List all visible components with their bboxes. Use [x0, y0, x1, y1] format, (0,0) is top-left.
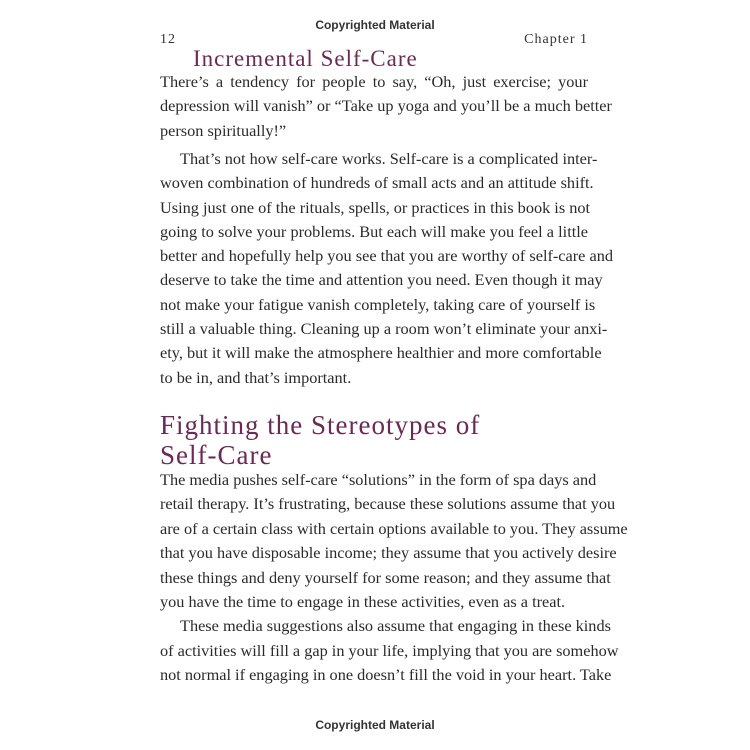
- body-text-line: still a valuable thing. Cleaning up a room won’t eliminate your anxi-: [160, 319, 608, 338]
- body-text-line: Using just one of the rituals, spells, or practices in this book is not: [160, 197, 591, 217]
- body-text-line: retail therapy. It’s frustrating, because these solutions assume that you: [160, 494, 616, 514]
- body-text-line: not normal if engaging in one doesn’t fill the void in your heart. Take: [160, 665, 612, 685]
- body-text-line: woven combination of hundreds of small acts and an attitude shift.: [160, 173, 594, 193]
- body-text-line: going to solve your problems. But each will make you feel a little: [160, 221, 588, 241]
- copyright-watermark-top: Copyrighted Material: [315, 18, 435, 32]
- body-text-line: There’s a tendency for people to say, “Oh, just exercise; your: [160, 72, 588, 91]
- body-text-line: deserve to take the time and attention you need. Even though it may: [160, 270, 603, 290]
- body-text-line: are of a certain class with certain options available to you. They assume: [160, 518, 628, 538]
- body-text-line: that you have disposable income; they assume that you actively desire: [160, 543, 617, 563]
- copyright-watermark-bottom: Copyrighted Material: [315, 718, 435, 732]
- body-text-line: these things and deny yourself for some reason; and they assume that: [160, 567, 611, 587]
- section-heading: Fighting the Stereotypes of: [160, 410, 481, 440]
- body-text-line: of activities will fill a gap in your life, implying that you are somehow: [160, 640, 619, 660]
- running-head-chapter: Chapter 1: [524, 32, 588, 47]
- body-text-line: better and hopefully help you see that you are worthy of self-care and: [160, 246, 613, 266]
- page-number: 12: [160, 32, 176, 47]
- body-text-line: not make your fatigue vanish completely, taking care of yourself is: [160, 294, 596, 314]
- section-heading: Incremental Self-Care: [193, 46, 418, 71]
- body-text-line: That’s not how self-care works. Self-care is a complicated inter-: [180, 148, 598, 168]
- body-text-line: person spiritually!”: [160, 120, 287, 140]
- body-text-line: you have the time to engage in these activities, even as a treat.: [160, 592, 566, 611]
- body-text-line: These media suggestions also assume that engaging in these kinds: [180, 616, 611, 636]
- section-heading: Self-Care: [160, 440, 273, 470]
- body-text-line: to be in, and that’s important.: [160, 367, 352, 387]
- body-text-line: ety, but it will make the atmosphere healthier and more comfortable: [160, 343, 602, 363]
- body-text-line: The media pushes self-care “solutions” in the form of spa days and: [160, 470, 597, 489]
- body-text-line: depression will vanish” or “Take up yoga and you’ll be a much better: [160, 96, 612, 116]
